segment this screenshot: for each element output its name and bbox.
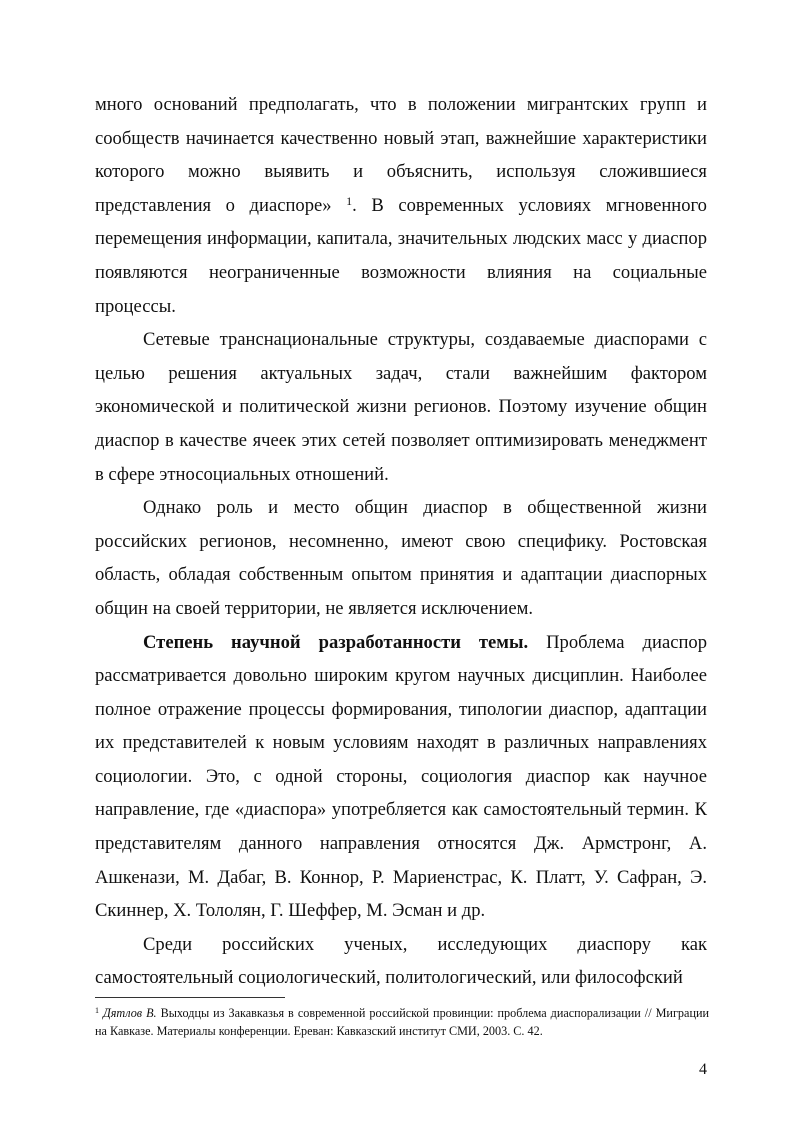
paragraph-1-tail: . В современных условиях мгновенного перемещения информации, капитала, значительных людских масс у диаспор появляются неограниченные возможности влияния на социальные процессы. (95, 194, 707, 317)
footnote-text: Выходцы из Закавказья в современной российской провинции: проблема диаспорализации // Миграции на Кавказе. Материалы конференции. Ереван: Кавказский институт СМИ, 2003. С. 42. (95, 1006, 710, 1038)
paragraph-1 (95, 88, 707, 323)
footnote-separator (95, 997, 285, 998)
paragraph-3: Однако роль и место общин диаспор в общественной жизни российских регионов, несомненно, имеют свою специфику. Ростовская область, обладая собственным опытом принятия и адаптации диаспорных общин на своей территории, не является исключением. (95, 497, 707, 619)
page-number: 4 (699, 1061, 707, 1078)
section-heading: Степень научной разработанности темы. (143, 631, 529, 653)
paragraph-1-text: много оснований предполагать, что в положении мигрантских групп и сообществ начинается качественно новый этап, важнейшие характеристики которого можно выявить и объяснить, используя сложившиеся представления о диаспоре» (95, 94, 707, 216)
paragraph-4-text: Проблема диаспор рассматривается довольно широким кругом научных дисциплин. Наиболее полное отражение процессы формирования, типологии диаспор, адаптации их представителей к новым условиям находят в различных направлениях социологии. Это, с одной стороны, социология диаспор как научное направление, где «диаспора» употребляется как самостоятельный термин. К представителям данного направления относятся Дж. Армстронг, А. Ашкенази, М. Дабаг, В. Коннор, Р. Мариенстрас, К. Платт, У. Сафран, Э. Скиннер, Х. Тололян, Г. Шеффер, М. Эсман и др. (95, 631, 707, 922)
document-body (95, 88, 707, 995)
footnote (95, 1004, 709, 1040)
footnote-mark: 1 (95, 1006, 99, 1015)
footnote-author: Дятлов В. (103, 1006, 157, 1020)
paragraph-5: Среди российских ученых, исследующих диаспору как самостоятельный социологический, политологический, или философский (95, 933, 707, 989)
paragraph-2: Сетевые транснациональные структуры, создаваемые диаспорами с целью решения актуальных задач, стали важнейшим фактором экономической и политической жизни регионов. Поэтому изучение общин диаспор в качестве ячеек этих сетей позволяет оптимизировать менеджмент в сфере этносоциальных отношений. (95, 329, 707, 485)
paragraph-4 (95, 626, 707, 928)
footnote-reference[interactable]: 1 (346, 193, 353, 208)
